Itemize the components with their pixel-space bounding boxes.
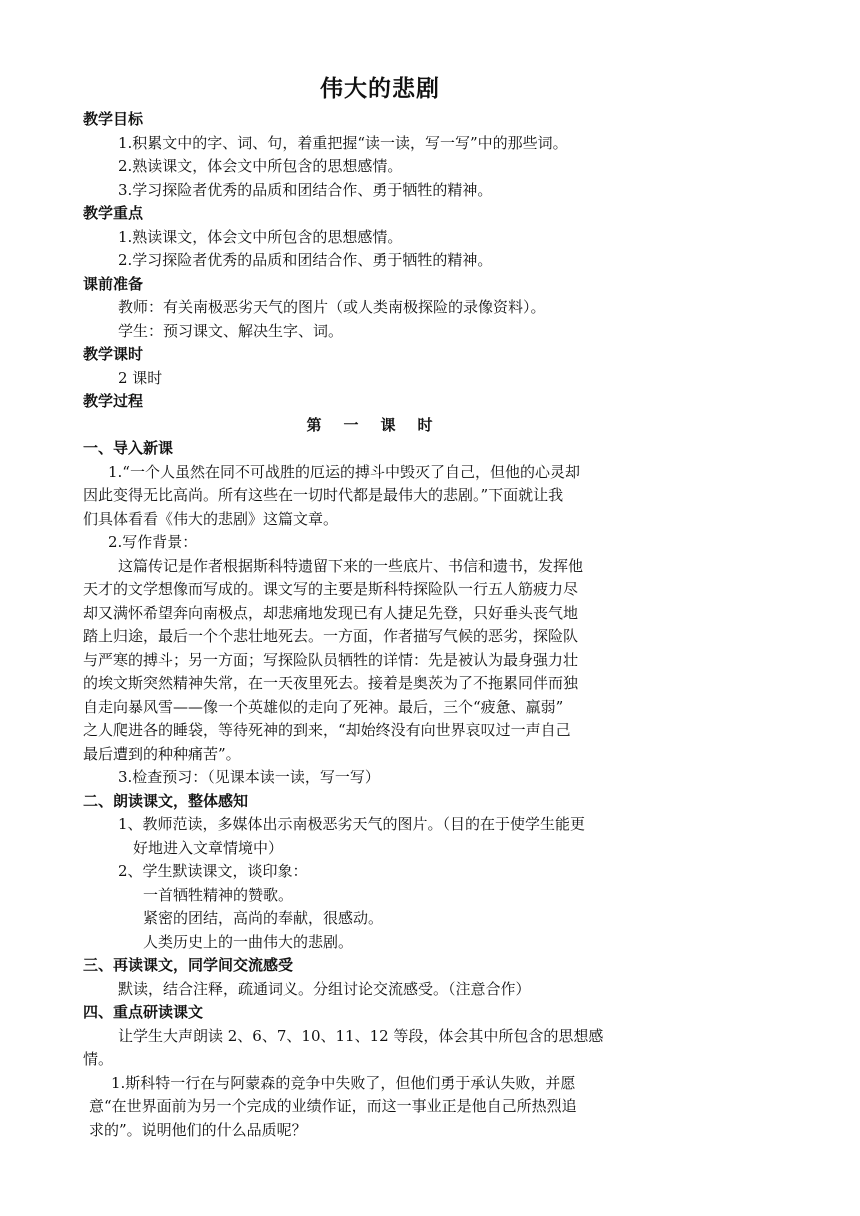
intro-quote-line: 因此变得无比高尚。所有这些在一切时代都是最伟大的悲剧。”下面就让我 [83, 486, 564, 504]
preview-check: 3.检查预习：（见课本读一读，写一写） [118, 768, 380, 786]
preparation-item: 教师：有关南极恶劣天气的图片（或人类南极探险的录像资料）。 [118, 298, 546, 316]
section1-heading: 一、导入新课 [83, 439, 174, 457]
impression-item: 人类历史上的一曲伟大的悲剧。 [143, 932, 354, 951]
objectives-heading: 教学目标 [83, 110, 144, 128]
background-line: 与严寒的搏斗；另一方面；写探险队员牺牲的详情：先是被认为最身强力壮 [83, 650, 579, 669]
hours-heading: 教学课时 [83, 345, 144, 363]
lesson-char: 一 [343, 415, 359, 434]
hours-value: 2 课时 [118, 368, 163, 387]
background-label: 2.写作背景： [108, 533, 198, 551]
reading-item-cont: 好地进入文章情境中） [133, 838, 284, 857]
document-body [83, 108, 656, 1142]
preparation-heading: 课前准备 [83, 274, 144, 293]
question-line: 求的”。说明他们的什么品质呢？ [89, 1120, 307, 1139]
background-line: 踏上归途，最后一个个悲壮地死去。一方面，作者描写气候的恶劣，探险队 [83, 627, 579, 645]
preparation-item: 学生：预习课文、解决生字、词。 [118, 321, 344, 340]
intro-quote-line: 们具体看看《伟大的悲剧》这篇文章。 [83, 509, 339, 528]
background-line: 却又满怀希望奔向南极点，却悲痛地发现已有人捷足先登，只好垂头丧气地 [83, 603, 579, 622]
study-intro-line: 情。 [83, 1050, 114, 1068]
objective-item: 2.熟读课文，体会文中所包含的思想感情。 [118, 157, 403, 175]
section4-heading: 四、重点研读课文 [83, 1003, 204, 1021]
lesson-char: 第 [306, 415, 322, 434]
lesson-heading [83, 414, 656, 438]
intro-quote-line: 1.“一个人虽然在同不可战胜的厄运的搏斗中毁灭了自己，但他的心灵却 [108, 462, 580, 481]
section3-heading: 三、再读课文，同学间交流感受 [83, 956, 294, 974]
section2-heading: 二、朗读课文，整体感知 [83, 791, 249, 810]
key-point-item: 1.熟读课文，体会文中所包含的思想感情。 [118, 227, 403, 246]
section3-text: 默读，结合注释，疏通词义。分组讨论交流感受。（注意合作） [118, 979, 531, 998]
document-title: 伟大的悲剧 [320, 76, 440, 102]
study-intro-line: 让学生大声朗读 2、6、7、10、11、12 等段，体会其中所包含的思想感 [118, 1026, 604, 1045]
key-point-item: 2.学习探险者优秀的品质和团结合作、勇于牺牲的精神。 [118, 251, 493, 269]
impression-item: 紧密的团结，高尚的奉献，很感动。 [143, 909, 384, 927]
background-line: 之人爬进各的睡袋，等待死神的到来，“却始终没有向世界哀叹过一声自己 [83, 721, 571, 739]
impression-item: 一首牺牲精神的赞歌。 [143, 885, 294, 904]
lesson-char: 课 [380, 415, 396, 434]
objective-item: 1.积累文中的字、词、句，着重把握“读一读，写一写”中的那些词。 [118, 133, 568, 152]
background-line: 最后遭到的种种痛苦”。 [83, 744, 241, 763]
lesson-char: 时 [417, 415, 433, 434]
question-line: 1.斯科特一行在与阿蒙森的竞争中失败了，但他们勇于承认失败，并愿 [111, 1073, 576, 1092]
background-line: 这篇传记是作者根据斯科特遗留下来的一些底片、书信和遗书，发挥他 [118, 556, 584, 575]
background-line: 天才的文学想像而写成的。课文写的主要是斯科特探险队一行五人筋疲力尽 [83, 580, 579, 598]
key-points-heading: 教学重点 [83, 204, 144, 222]
process-heading: 教学过程 [83, 392, 144, 410]
objective-item: 3.学习探险者优秀的品质和团结合作、勇于牺牲的精神。 [118, 180, 493, 199]
question-line: 意“在世界面前为另一个完成的业绩作证，而这一事业正是他自己所热烈追 [89, 1097, 577, 1115]
background-line: 的埃文斯突然精神失常，在一天夜里死去。接着是奥茨为了不拖累同伴而独 [83, 674, 579, 692]
reading-item: 1、教师范读，多媒体出示南极恶劣天气的图片。（目的在于使学生能更 [118, 815, 586, 833]
background-line: 自走向暴风雪——像一个英雄似的走向了死神。最后，三个“疲惫、羸弱” [83, 697, 564, 716]
reading-item: 2、学生默读课文，谈印象： [118, 862, 308, 880]
